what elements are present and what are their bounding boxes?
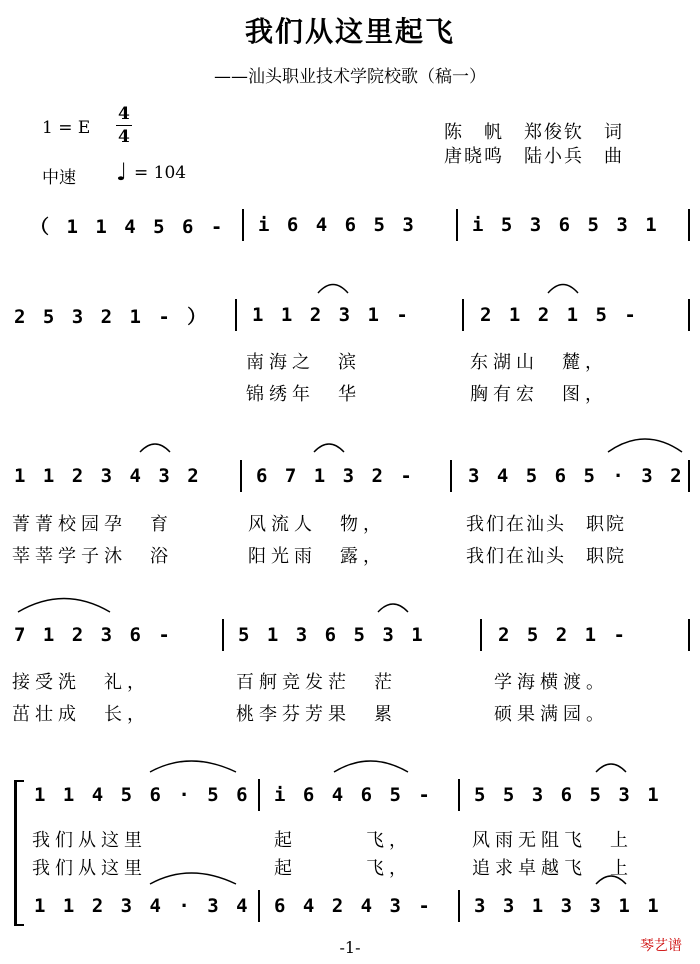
measure: 2 5 3 2 1 - ） [14, 305, 210, 328]
page-number: -1- [339, 938, 361, 957]
slur [596, 764, 626, 772]
song-subtitle: ——汕头职业技术学院校歌（稿一） [214, 67, 486, 87]
slur [150, 761, 236, 772]
lyric-verse2: 莘莘学子沐 浴 [12, 546, 173, 567]
slur [318, 285, 348, 294]
lyric-verse2: 桃李芬芳果 累 [236, 704, 397, 725]
slur [314, 444, 344, 452]
measure: 2 5 2 1 - [498, 624, 628, 646]
tempo-value: = 104 [134, 163, 187, 183]
song-title: 我们从这里起飞 [244, 15, 455, 48]
lyric-verse1: 风流人 物， [248, 514, 386, 535]
lyric-verse1: 南海之 滨 [246, 352, 361, 373]
slur [548, 285, 578, 294]
lyric-verse2: 我们从这里 [32, 858, 147, 879]
measure: i 6 4 6 5 - [274, 784, 433, 806]
measure: i 5 3 6 5 3 1 [472, 214, 660, 236]
measure: 1 1 2 3 1 - [252, 304, 411, 326]
lyricist-credit: 陈 帆 郑俊钦 词 [444, 122, 624, 143]
lyric-verse1: 百舸竞发茫 茫 [236, 672, 397, 693]
slur [596, 876, 626, 884]
measure: 6 7 1 3 2 - [256, 465, 415, 487]
measure: 5 1 3 6 5 3 1 [238, 624, 426, 646]
measure: 5 5 3 6 5 3 1 [474, 784, 662, 806]
lyric-verse1: 学海横渡。 [494, 672, 609, 693]
lyric-verse2: 锦绣年 华 [246, 384, 361, 405]
lyric-verse2: 我们在汕头 职院 [466, 546, 626, 567]
quarter-note-icon: ♩ [116, 158, 128, 186]
slur [334, 761, 408, 772]
slur [608, 439, 682, 452]
measure: 6 4 2 4 3 - [274, 895, 433, 917]
lyric-verse1: 我们在汕头 职院 [466, 514, 626, 535]
slur [150, 873, 236, 884]
measure: i 6 4 6 5 3 [258, 214, 417, 236]
measure: 1 1 2 3 4 3 2 [14, 465, 202, 487]
slur [18, 599, 110, 613]
measure: 1 1 4 5 6 · 5 6 [34, 784, 251, 806]
lyric-verse2: 茁壮成 长， [12, 704, 150, 725]
time-signature-numerator: 4 [118, 104, 130, 124]
lyric-verse1: 菁菁校园孕 育 [12, 514, 173, 535]
measure: 3 4 5 6 5 · 3 2 [468, 465, 685, 487]
slur [140, 444, 170, 452]
lyric-verse2: 追求卓越飞 上 [472, 858, 633, 879]
slur [378, 604, 408, 612]
lyric-verse2: 阳光雨 露， [248, 546, 386, 567]
measure: （ 1 1 4 5 6 - [30, 215, 226, 238]
measure: 2 1 2 1 5 - [480, 304, 639, 326]
lyric-verse2: 胸有宏 图， [470, 384, 608, 405]
lyric-verse1: 起 飞， [274, 830, 412, 851]
key-signature: 1 = E [42, 118, 91, 138]
lyric-verse1: 接受洗 礼， [12, 672, 150, 693]
lyric-verse2: 硕果满园。 [494, 704, 609, 725]
lyric-verse1: 我们从这里 [32, 830, 147, 851]
lyric-verse1: 风雨无阻飞 上 [472, 830, 633, 851]
measure: 3 3 1 3 3 1 1 [474, 895, 662, 917]
measure: 7 1 2 3 6 - [14, 624, 173, 646]
lyric-verse2: 起 飞， [274, 858, 412, 879]
measure: 1 1 2 3 4 · 3 4 [34, 895, 251, 917]
lyric-verse1: 东湖山 麓， [470, 352, 608, 373]
tempo-label: 中速 [42, 168, 76, 188]
composer-credit: 唐晓鸣 陆小兵 曲 [444, 146, 624, 167]
watermark-logo: 琴艺谱 [640, 938, 682, 954]
time-signature-denominator: 4 [118, 127, 130, 147]
